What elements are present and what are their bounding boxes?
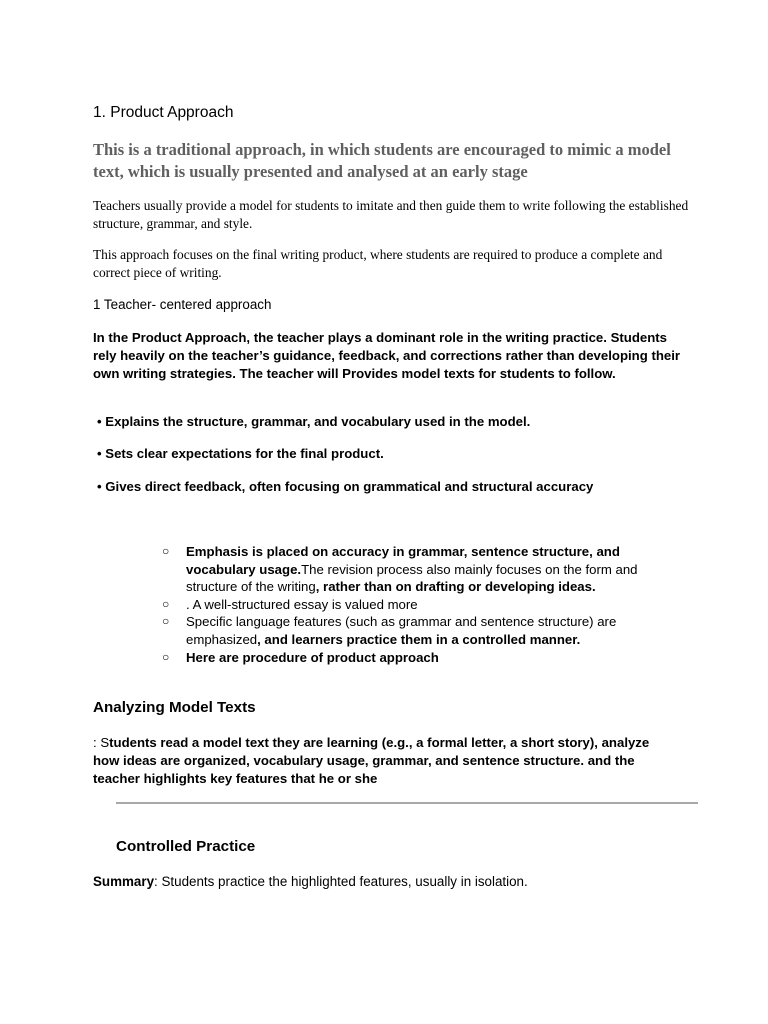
paragraph-prefix: : S [93,735,110,750]
paragraph-teacher-role: In the Product Approach, the teacher plays a dominant role in the writing practice. Students rely heavily on the teacher’s guidance, feedback, and corrections rather than developing their own writing strategies. The teacher will Provides model texts for students to follow. [93,330,681,381]
circle-bullet-icon: ○ [162,544,170,558]
bullet-item: • Gives direct feedback, often focusing on grammatical and structural accuracy [97,479,594,494]
circle-bullet-icon: ○ [162,649,170,664]
section-heading-controlled-practice: Controlled Practice [116,838,256,855]
list-item [162,649,682,667]
list-item-text [186,613,682,648]
emphasis-text: , and learners practice them in a controlled manner. [257,631,581,647]
paragraph-body: tudents read a model text they are learning (e.g., a formal letter, a short story), analyze how ideas are organized, vocabulary usage, grammar, and sentence structure. and the teacher highlights key features that he or she [93,735,650,786]
summary-label: Summary [93,874,155,889]
circle-bullet-icon: ○ [162,614,170,629]
circle-bullet-list [162,543,682,666]
list-item [162,613,682,648]
emphasis-text: Emphasis is placed on accuracy in grammar, sentence structure, and vocabulary usage. [186,544,620,577]
paragraph-model-imitation: Teachers usually provide a model for students to imitate and then guide them to write following the established structure, grammar, and style. [93,198,689,231]
list-item [162,543,682,596]
list-item [162,596,682,614]
horizontal-divider [116,802,698,804]
plain-text: Specific language features (such as grammar and sentence structure) are emphasized [186,614,617,647]
paragraph-final-product: This approach focuses on the final writing product, where students are required to produce a complete and correct piece of writing. [93,247,663,280]
subheading-teacher-centered: 1 Teacher- centered approach [93,297,272,312]
section-heading-analyzing-model-texts: Analyzing Model Texts [93,699,256,716]
summary-text: : Students practice the highlighted features, usually in isolation. [154,874,528,889]
section-heading-product-approach: 1. Product Approach [93,104,234,121]
bullet-item: • Sets clear expectations for the final product. [97,446,384,461]
list-item-text: . A well-structured essay is valued more [186,596,418,612]
summary-line [93,874,528,889]
list-item-text [186,543,682,596]
plain-text: The revision process also mainly focuses on the form and structure of the writing [186,561,638,595]
paragraph-analyzing [93,734,653,788]
circle-bullet-icon: ○ [162,596,170,611]
lead-paragraph: This is a traditional approach, in which students are encouraged to mimic a model text, which is usually presented and analysed at an early stage [93,140,671,181]
list-item-text: Here are procedure of product approach [186,649,439,665]
emphasis-text: , rather than on drafting or developing ideas. [315,579,596,595]
bullet-item: • Explains the structure, grammar, and vocabulary used in the model. [97,414,531,429]
